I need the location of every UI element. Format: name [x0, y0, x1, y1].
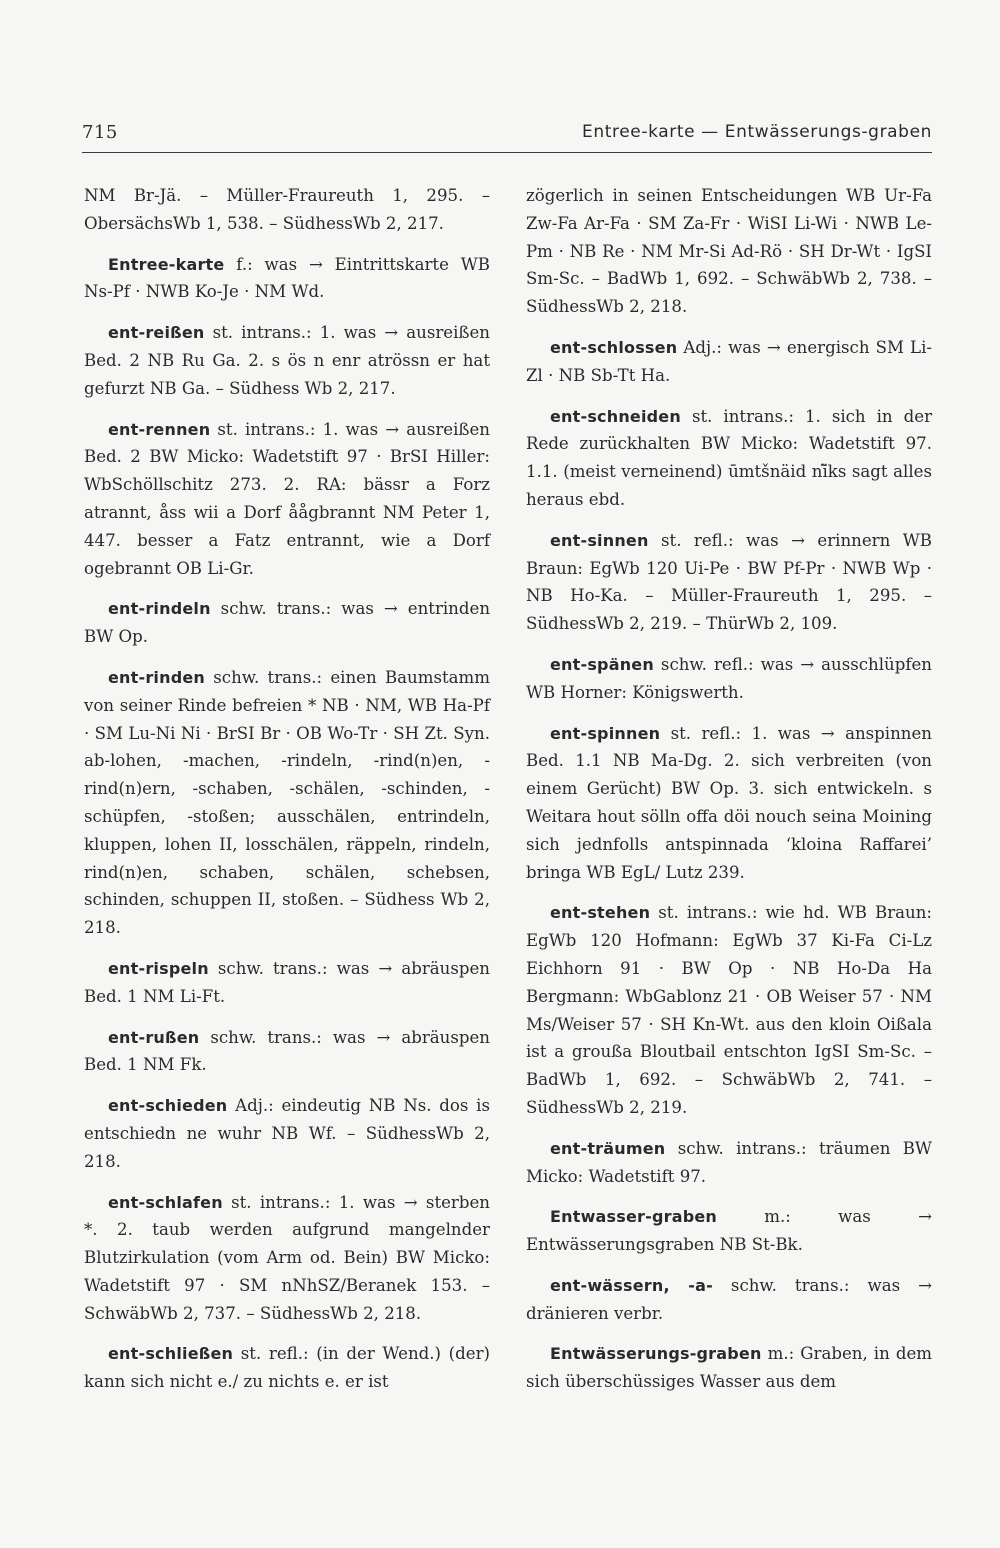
entry-body: st. intrans.: 1. was → sterben *. 2. taub werden aufgrund mangelnder Blutzirkulation (vom Arm od. Bein) BW Micko: Wadetstift 97 · SM nNhSZ/Beranek 153. – SchwäbWb 2, 737. – SüdhessWb 2, 218.	[84, 1192, 490, 1323]
entry-lemma: ent-rinden	[108, 667, 205, 687]
entry-body: zögerlich in seinen Entscheidungen WB Ur-Fa Zw-Fa Ar-Fa · SM Za-Fr · WiSI Li-Wi · NWB Le-Pm · NB Re · NM Mr-Si Ad-Rö · SH Dr-Wt · IgSI Sm-Sc. – BadWb 1, 692. – SchwäbWb 2, 738. – SüdhessWb 2, 218.	[526, 186, 932, 317]
dictionary-entry	[84, 251, 490, 307]
entry-lemma: ent-stehen	[550, 903, 651, 923]
entry-body: schw. refl.: was → ausschlüpfen WB Horner: Königswerth.	[526, 654, 932, 702]
entry-body: st. refl.: was → erinnern WB Braun: EgWb 120 Ui-Pe · BW Pf-Pr · NWB Wp · NB Ho-Ka. – Müller-Fraureuth 1, 295. – SüdhessWb 2, 219. – ThürWb 2, 109.	[526, 530, 932, 634]
dictionary-entry	[526, 720, 932, 887]
entry-lemma: ent-rindeln	[108, 599, 211, 619]
entry-lemma: Entwässerungs-graben	[550, 1344, 762, 1364]
entry-body: st. intrans.: wie hd. WB Braun: EgWb 120 Hofmann: EgWb 37 Ki-Fa Ci-Lz Eichhorn 91 · BW Op · NB Ho-Da Ha Bergmann: WbGablonz 21 · OB Weiser 57 · NM Ms/Weiser 57 · SH Kn-Wt. aus den kloin Oißala ist a groußa Bloutbail entschton IgSI Sm-Sc. – BadWb 1, 692. – SchwäbWb 2, 741. – SüdhessWb 2, 219.	[526, 903, 932, 1117]
dictionary-entry	[526, 334, 932, 390]
dictionary-entry	[84, 416, 490, 583]
dictionary-entry	[84, 1189, 490, 1328]
entry-body: m.: Graben, in dem sich überschüssiges Wasser aus dem	[526, 1344, 932, 1392]
dictionary-entry	[526, 1203, 932, 1259]
entry-lemma: ent-wässern, -a-	[550, 1275, 713, 1295]
entry-body: Adj.: was → energisch SM Li-Zl · NB Sb-Tt Ha.	[526, 337, 932, 385]
dictionary-entry	[526, 1340, 932, 1396]
dictionary-entry	[84, 1340, 490, 1396]
dictionary-entry	[526, 403, 932, 514]
dictionary-entry	[526, 1272, 932, 1328]
entry-lemma: Entree-karte	[108, 254, 225, 274]
dictionary-entry	[84, 182, 490, 238]
entry-lemma: ent-spinnen	[550, 723, 661, 743]
entry-body: schw. trans.: was → abräuspen Bed. 1 NM Li-Ft.	[84, 958, 490, 1006]
left-column	[84, 182, 490, 1409]
entry-body: f.: was → Eintrittskarte WB Ns-Pf · NWB Ko-Je · NM Wd.	[84, 254, 490, 302]
dictionary-entry	[84, 319, 490, 402]
dictionary-entry	[84, 1024, 490, 1080]
entry-lemma: ent-träumen	[550, 1138, 666, 1158]
entry-lemma: ent-reißen	[108, 323, 205, 343]
running-head: Entree-karte — Entwässerungs-graben	[582, 122, 932, 142]
dictionary-entry	[84, 664, 490, 942]
dictionary-entry	[526, 1135, 932, 1191]
dictionary-entry	[526, 182, 932, 321]
page-number: 715	[82, 122, 118, 143]
entry-lemma: ent-schieden	[108, 1096, 228, 1116]
entry-lemma: ent-spänen	[550, 654, 654, 674]
entry-lemma: ent-schlossen	[550, 337, 678, 357]
entry-lemma: ent-schlafen	[108, 1192, 223, 1212]
entry-lemma: Entwasser-graben	[550, 1207, 718, 1227]
dictionary-entry	[526, 527, 932, 638]
entry-body: st. refl.: (in der Wend.) (der) kann sich nicht e./ zu nichts e. er ist	[84, 1344, 490, 1392]
entry-lemma: ent-rispeln	[108, 958, 209, 978]
entry-body: schw. trans.: was → dränieren verbr.	[526, 1275, 932, 1323]
entry-lemma: ent-rußen	[108, 1027, 200, 1047]
entry-body: schw. trans.: was → entrinden BW Op.	[84, 599, 490, 647]
entry-body: st. intrans.: 1. was → ausreißen Bed. 2 BW Micko: Wadetstift 97 · BrSI Hiller: WbSchöllschitz 273. 2. RA: bässr a Forz atrannt, åss wii a Dorf åågbrannt NM Peter 1, 447. besser a Fatz entrannt, wie a Dorf ogebrannt OB Li-Gr.	[84, 419, 490, 578]
entry-body: st. refl.: 1. was → anspinnen Bed. 1.1 NB Ma-Dg. 2. sich verbreiten (von einem Gerücht) BW Op. 3. sich entwickeln. s Weitara hout sölln offa döi nouch seina Moining sich jednfolls antspinnada ‘kloina Raffarei’ bringa WB EgL/ Lutz 239.	[526, 723, 932, 882]
dictionary-entry	[84, 595, 490, 651]
entry-lemma: ent-schließen	[108, 1344, 234, 1364]
entry-body: NM Br-Jä. – Müller-Fraureuth 1, 295. – ObersächsWb 1, 538. – SüdhessWb 2, 217.	[84, 186, 490, 233]
entry-body: schw. trans.: was → abräuspen Bed. 1 NM Fk.	[84, 1027, 490, 1075]
dictionary-entry	[84, 955, 490, 1011]
right-column	[526, 182, 932, 1409]
entry-body: st. intrans.: 1. sich in der Rede zurückhalten BW Micko: Wadetstift 97. 1.1. (meist verneinend) ūmtšnäid nī̃ks sagt alles heraus ebd.	[526, 406, 932, 509]
entry-lemma: ent-rennen	[108, 419, 211, 439]
entry-body: m.: was → Entwässerungsgraben NB St-Bk.	[526, 1207, 932, 1255]
dictionary-entry	[526, 899, 932, 1121]
entry-lemma: ent-schneiden	[550, 406, 681, 426]
dictionary-entry	[526, 651, 932, 707]
entry-body: schw. trans.: einen Baumstamm von seiner Rinde befreien * NB · NM, WB Ha-Pf · SM Lu-Ni Ni · BrSI Br · OB Wo-Tr · SH Zt. Syn. ab-lohen, -machen, -rindeln, -rind(n)en, -rind(n)ern, -schaben, -schälen, -schinden, -schüpfen, -stoßen; ausschälen, entrindeln, kluppen, lohen II, losschälen, räppeln, rindeln, rind(n)en, schaben, schälen, schebsen, schinden, schuppen II, stoßen. – Südhess Wb 2, 218.	[84, 667, 490, 938]
entry-lemma: ent-sinnen	[550, 530, 649, 550]
dictionary-entry	[84, 1092, 490, 1175]
entry-body: st. intrans.: 1. was → ausreißen Bed. 2 NB Ru Ga. 2. s ös n enr atrössn er hat gefurzt NB Ga. – Südhess Wb 2, 217.	[84, 323, 490, 398]
entry-body: schw. intrans.: träumen BW Micko: Wadetstift 97.	[526, 1138, 932, 1186]
page-header	[82, 120, 932, 153]
entry-body: Adj.: eindeutig NB Ns. dos is entschiedn ne wuhr NB Wf. – SüdhessWb 2, 218.	[84, 1096, 490, 1171]
